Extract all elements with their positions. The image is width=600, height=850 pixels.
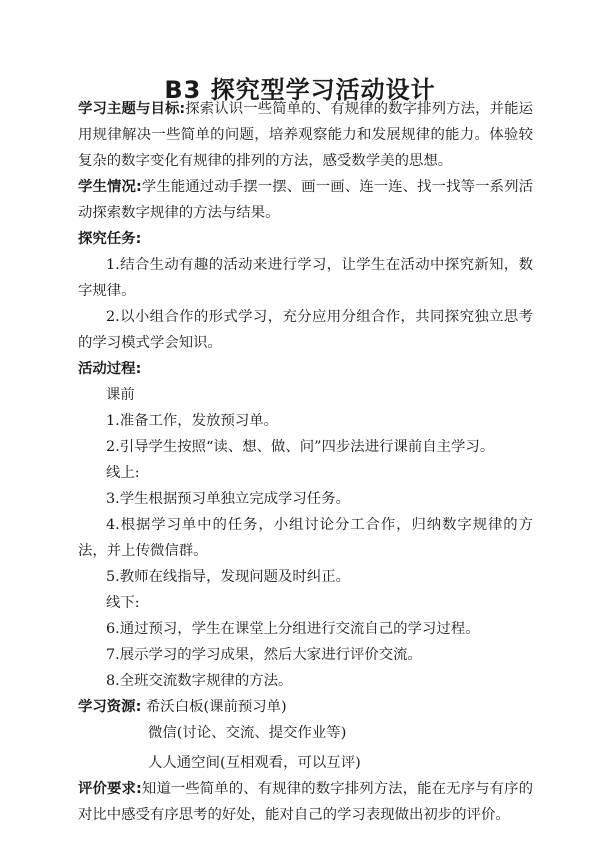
- process-step: 5.教师在线指导，发现问题及时纠正。: [106, 569, 350, 585]
- page-title: B3 探究型学习活动设计: [164, 76, 436, 104]
- evaluation-text: 知道一些简单的、有规律的数字排列方法，能在无序与有序的对比中感受有序思考的好处，能对自己的学习表现做出初步的评价。: [78, 781, 533, 823]
- theme-text: 探索认识一些简单的、有规律的数字排列方法，并能运用规律解决一些简单的问题，培养观察能力和发展规律的能力。体验较复杂的数字变化有规律的排列的方法，感受数学美的思想。: [78, 101, 533, 169]
- student-section: [78, 174, 533, 226]
- theme-label: 学习主题与目标:: [78, 101, 186, 117]
- document-body: [78, 96, 533, 828]
- process-step: 7.展示学习的学习成果，然后大家进行评价交流。: [106, 647, 422, 663]
- process-step: 4.根据学习单中的任务，小组讨论分工合作，归纳数字规律的方法，并上传微信群。: [78, 517, 533, 559]
- theme-section: [78, 96, 533, 174]
- process-step: 2.引导学生按照“读、想、做、问”四步法进行课前自主学习。: [106, 439, 495, 455]
- tasks-heading: 探究任务:: [78, 231, 142, 247]
- process-step: 3.学生根据预习单独立完成学习任务。: [106, 491, 350, 507]
- process-step: 8.全班交流数字规律的方法。: [106, 673, 293, 689]
- resource-item: 微信(讨论、交流、提交作业等): [148, 725, 347, 741]
- process-online-label: 线上:: [106, 465, 140, 481]
- resources-section: [78, 694, 533, 720]
- process-before-label: 课前: [106, 387, 135, 403]
- process-offline-label: 线下:: [106, 595, 140, 611]
- student-text: 学生能通过动手摆一摆、画一画、连一连、找一找等一系列活动探索数字规律的方法与结果。: [78, 179, 533, 221]
- task-item: 1.结合生动有趣的活动来进行学习，让学生在活动中探究新知，数字规律。: [78, 257, 533, 299]
- process-step: 1.准备工作，发放预习单。: [106, 413, 279, 429]
- process-step: 6.通过预习，学生在课堂上分组进行交流自己的学习过程。: [106, 621, 480, 637]
- resource-item: 希沃白板(课前预习单): [145, 699, 287, 715]
- evaluation-label: 评价要求:: [78, 781, 142, 797]
- task-item: 2.以小组合作的形式学习，充分应用分组合作，共同探究独立思考的学习模式学会知识。: [78, 309, 533, 351]
- resource-item: 人人通空间(互相观看，可以互评): [148, 755, 361, 771]
- student-label: 学生情况:: [78, 179, 142, 195]
- process-heading: 活动过程:: [78, 361, 142, 377]
- resources-label: 学习资源:: [78, 699, 142, 715]
- evaluation-section: [78, 776, 533, 828]
